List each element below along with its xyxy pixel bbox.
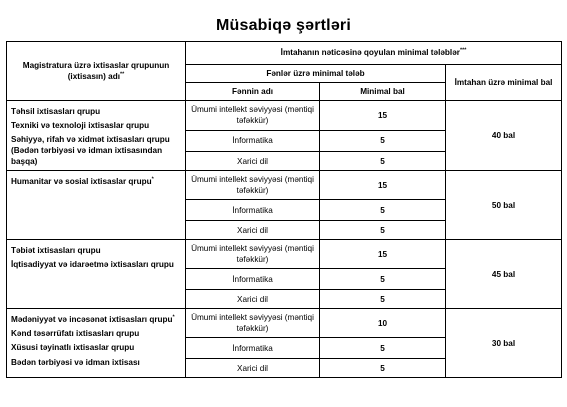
subject-name: Xarici dil: [186, 221, 320, 240]
min-requirements-header: İmtahanın nəticəsinə qoyulan minimal tələblər***: [186, 42, 562, 65]
subject-name: İnformatika: [186, 130, 320, 151]
group-cell: [7, 240, 186, 309]
table-row: [7, 101, 562, 131]
exam-min-header: İmtahan üzrə minimal bal: [446, 65, 562, 101]
group-cell: [7, 101, 186, 171]
table-row: [7, 171, 562, 200]
min-score: 5: [320, 359, 446, 378]
requirements-table: [6, 41, 562, 378]
min-score: 15: [320, 171, 446, 200]
min-score: 5: [320, 290, 446, 309]
min-score: 5: [320, 221, 446, 240]
group-name: Kənd təsərrüfatı ixtisasları qrupu: [11, 329, 140, 339]
group-name: Xüsusi təyinatlı ixtisaslar qrupu: [11, 343, 135, 353]
exam-min-score: 40 bal: [446, 101, 562, 171]
subject-min-header: Fənlər üzrə minimal tələb: [186, 65, 446, 83]
min-score: 5: [320, 130, 446, 151]
exam-min-score: 45 bal: [446, 240, 562, 309]
group-cell: [7, 309, 186, 378]
subject-name: İnformatika: [186, 200, 320, 221]
subject-name-header: Fənnin adı: [186, 83, 320, 101]
group-name: Texniki və texnoloji ixtisaslar qrupu: [11, 121, 150, 131]
min-score: 5: [320, 151, 446, 170]
subject-name: Ümumi intellekt səviyyəsi (məntiqi təfəkkür): [186, 171, 320, 200]
min-score: 5: [320, 269, 446, 290]
group-name: Bədən tərbiyəsi və idman ixtisası: [11, 357, 140, 367]
group-name: Təhsil ixtisasları qrupu: [11, 107, 101, 116]
group-column-header: Magistratura üzrə ixtisaslar qrupunun (ixtisasın) adı**: [7, 42, 186, 101]
min-score: 10: [320, 309, 446, 338]
group-name: İqtisadiyyat və idarəetmə ixtisasları qrupu: [11, 260, 174, 270]
min-score: 5: [320, 200, 446, 221]
group-cell: [7, 171, 186, 240]
min-score: 5: [320, 338, 446, 359]
min-score-header: Minimal bal: [320, 83, 446, 101]
subject-name: Xarici dil: [186, 151, 320, 170]
group-name: Səhiyyə, rifah və xidmət ixtisasları qrupu (Bədən tərbiyəsi və idman ixtisasından başqa): [11, 135, 170, 167]
group-name: Mədəniyyət və incəsənət ixtisasları qrupu*: [11, 314, 175, 325]
subject-name: Xarici dil: [186, 359, 320, 378]
exam-min-score: 30 bal: [446, 309, 562, 378]
group-name: Təbiət ixtisasları qrupu: [11, 246, 101, 256]
subject-name: Ümumi intellekt səviyyəsi (məntiqi təfəkkür): [186, 240, 320, 269]
group-name: Humanitar və sosial ixtisaslar qrupu*: [11, 176, 154, 187]
table-row: [7, 240, 562, 269]
table-row: [7, 309, 562, 338]
min-score: 15: [320, 101, 446, 131]
subject-name: İnformatika: [186, 269, 320, 290]
subject-name: Ümumi intellekt səviyyəsi (məntiqi təfəkkür): [186, 101, 320, 131]
page-title: Müsabiqə şərtləri: [215, 17, 351, 34]
subject-name: Ümumi intellekt səviyyəsi (məntiqi təfəkkür): [186, 309, 320, 338]
min-score: 15: [320, 240, 446, 269]
exam-min-score: 50 bal: [446, 171, 562, 240]
subject-name: İnformatika: [186, 338, 320, 359]
subject-name: Xarici dil: [186, 290, 320, 309]
